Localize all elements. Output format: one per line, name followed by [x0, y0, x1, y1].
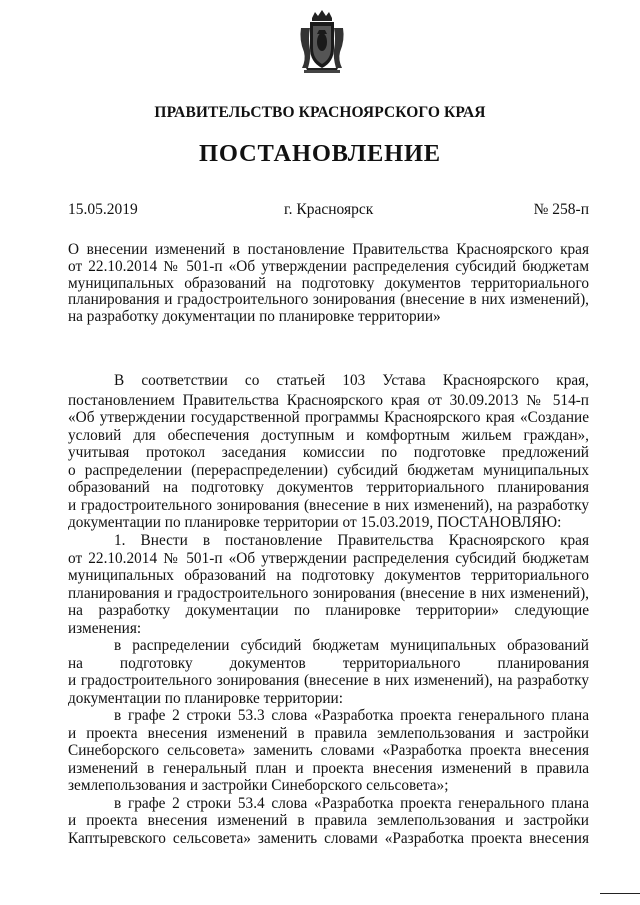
body-line: документации по планировке территории от 15.03.2019, ПОСТАНОВЛЯЮ:	[68, 514, 562, 531]
government-title: ПРАВИТЕЛЬСТВО КРАСНОЯРСКОГО КРАЯ	[154, 104, 486, 121]
subject-line: от 22.10.2014 № 501-п «Об утверждении распределения субсидий бюджетам	[68, 257, 589, 275]
body-line: и проекта внесения изменений в правила землепользования и застройки	[68, 812, 589, 829]
body-line: планирования и градостроительного зонирования (внесение в них изменений),	[68, 584, 589, 602]
body-line: и градостроительного зонирования (внесение в них изменений), на разработку	[68, 496, 589, 514]
body-line: Синеборского сельсовета» заменить словами «Разработка проекта внесения	[68, 742, 589, 759]
subject-line: на разработку документации по планировке территории»	[68, 308, 441, 326]
body-line: в графе 2 строки 53.4 слова «Разработка проекта генерального плана	[114, 794, 589, 812]
body-line: изменений в генеральный план и проекта внесения изменений в правила	[68, 759, 589, 777]
document-meta-row	[68, 201, 589, 221]
document-city: г. Красноярск	[284, 201, 374, 218]
document-date: 15.05.2019	[68, 201, 138, 218]
body-line: в графе 2 строки 53.3 слова «Разработка проекта генерального плана	[114, 707, 589, 724]
subject-line: муниципальных образований на подготовку документов территориального	[68, 274, 589, 292]
body-line: на разработку документации по планировке территории» следующие	[68, 602, 589, 619]
body-line: землепользования и застройки Синеборского сельсовета»;	[68, 777, 449, 794]
body-line: на подготовку документов территориального планирования	[68, 654, 589, 672]
body-line: условий для обеспечения доступным и комфортным жильем граждан»,	[68, 426, 589, 444]
body-line: образований на подготовку документов территориального планирования	[68, 479, 589, 496]
body-line: Каптыревского сельсовета» заменить словами «Разработка проекта внесения	[68, 829, 589, 847]
coat-of-arms-emblem	[298, 8, 346, 74]
page-bottom-rule	[600, 893, 640, 894]
document-type-heading: ПОСТАНОВЛЕНИЕ	[199, 140, 441, 167]
body-line: о распределении (перераспределении) субсидий бюджетам муниципальных	[68, 461, 589, 479]
body-line: учитывая протокол заседания комиссии по подготовке предложений	[68, 444, 589, 461]
body-line: муниципальных образований на подготовку документов территориального	[68, 567, 589, 584]
body-line: «Об утверждении государственной программы Красноярского края «Создание	[68, 409, 589, 426]
body-line: документации по планировке территории:	[68, 689, 343, 707]
body-line: изменения:	[68, 619, 142, 637]
body-line: и проекта внесения изменений в правила землепользования и застройки	[68, 724, 589, 742]
body-line: в распределении субсидий бюджетам муниципальных образований	[114, 637, 589, 654]
body-line: постановлением Правительства Красноярского края от 30.09.2013 № 514-п	[68, 391, 589, 409]
document-number: № 258-п	[533, 201, 589, 218]
body-line: 1. Внести в постановление Правительства Красноярского края	[114, 532, 589, 549]
body-line: В соответствии со статьей 103 Устава Красноярского края,	[114, 372, 589, 389]
body-line: от 22.10.2014 № 501-п «Об утверждении распределения субсидий бюджетам	[68, 549, 589, 567]
body-line: и градостроительного зонирования (внесение в них изменений), на разработку	[68, 672, 589, 689]
subject-line: О внесении изменений в постановление Правительства Красноярского края	[68, 241, 589, 258]
subject-line: планирования и градостроительного зонирования (внесение в них изменений),	[68, 291, 589, 309]
